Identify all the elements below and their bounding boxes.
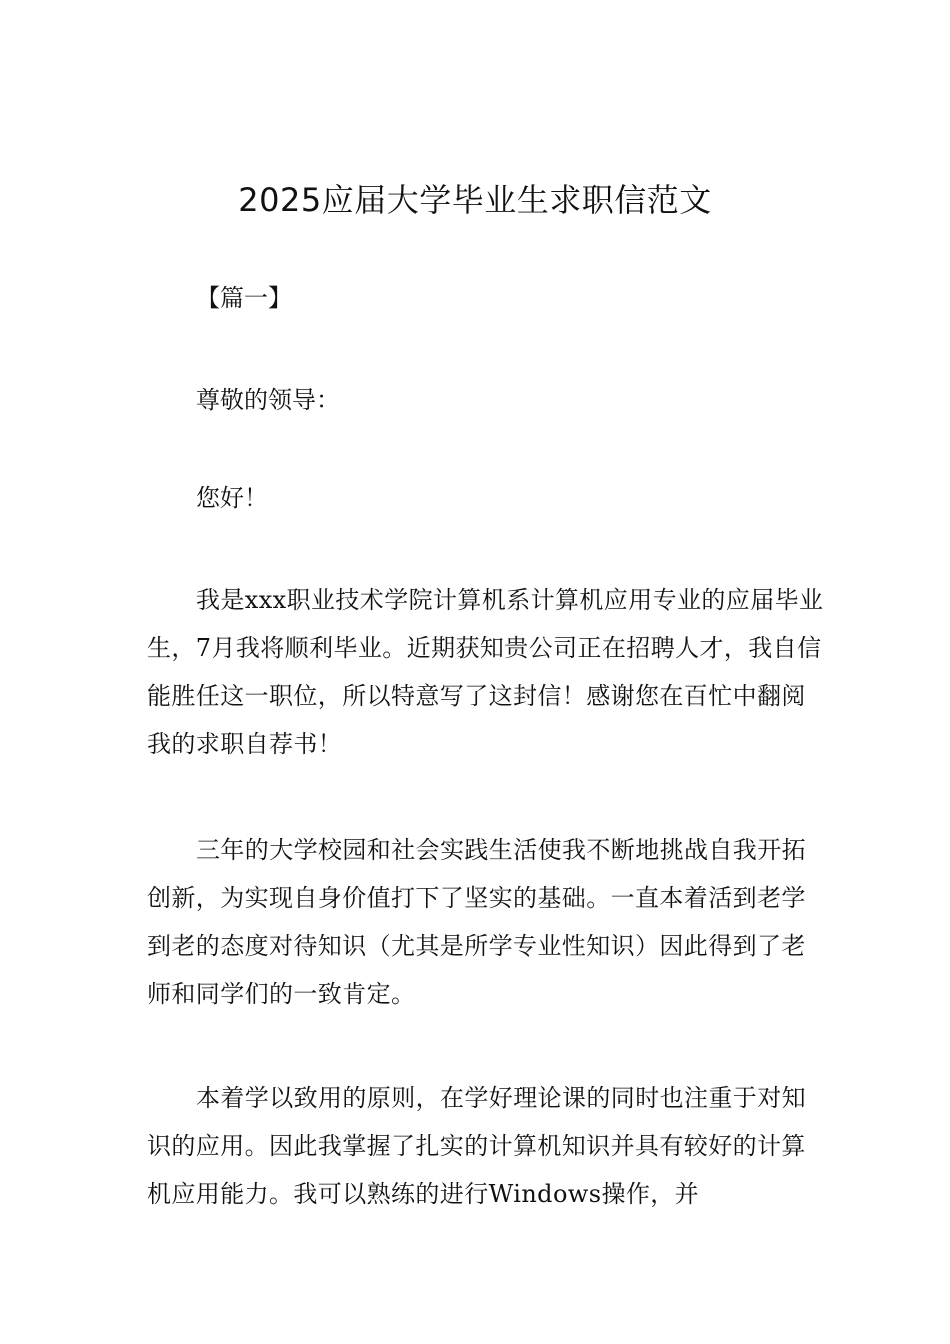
greeting: 您好！ bbox=[196, 484, 268, 512]
section-heading: 【篇一】 bbox=[196, 284, 292, 312]
paragraph-3: 本着学以致用的原则，在学好理论课的同时也注重于对知识的应用。因此我掌握了扎实的计算机知识并具有较好的计算机应用能力。我可以熟练的进行Windows操作，并 bbox=[147, 1084, 806, 1208]
paragraph-2: 三年的大学校园和社会实践生活使我不断地挑战自我开拓创新，为实现自身价值打下了坚实的基础。一直本着活到老学到老的态度对待知识（尤其是所学专业性知识）因此得到了老师和同学们的一致肯定。 bbox=[147, 836, 806, 1008]
salutation: 尊敬的领导： bbox=[196, 386, 340, 414]
paragraph-1: 我是xxx职业技术学院计算机系计算机应用专业的应届毕业生，7月我将顺利毕业。近期获知贵公司正在招聘人才，我自信能胜任这一职位，所以特意写了这封信！感谢您在百忙中翻阅我的求职自荐书！ bbox=[147, 586, 824, 758]
document-title: 2025应届大学毕业生求职信范文 bbox=[238, 181, 712, 219]
